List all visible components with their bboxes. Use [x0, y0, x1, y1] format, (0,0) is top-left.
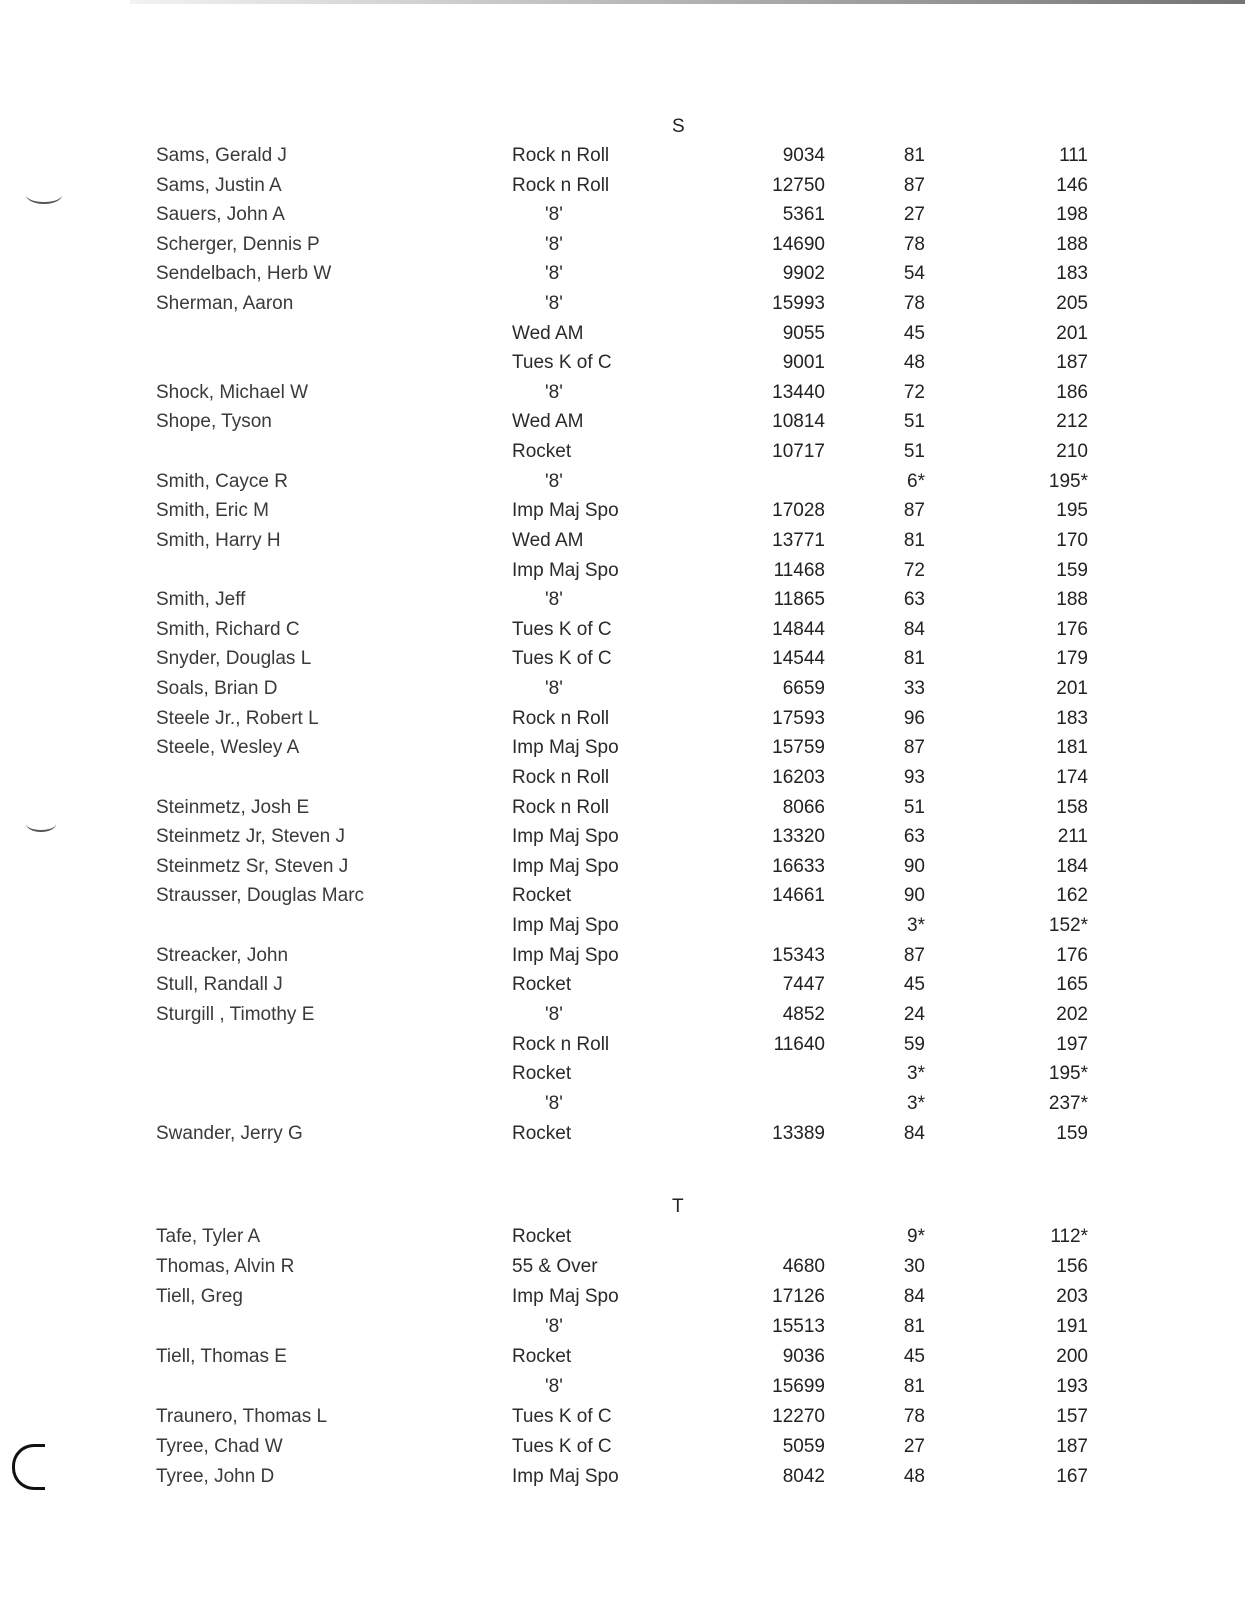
list-item: [0, 674, 1245, 704]
league-name: '8': [545, 1004, 563, 1025]
list-item: [0, 1372, 1245, 1402]
average: 191: [1056, 1316, 1088, 1337]
average: 187: [1056, 1436, 1088, 1457]
total-pins: 14690: [772, 234, 825, 255]
average: 200: [1056, 1346, 1088, 1367]
games-count: 51: [903, 441, 925, 462]
total-pins: 15993: [772, 293, 825, 314]
total-pins: 15513: [772, 1316, 825, 1337]
league-name: Rock n Roll: [512, 708, 610, 729]
average: 156: [1056, 1256, 1088, 1277]
average: 195*: [1048, 1063, 1088, 1084]
games-count: 90: [903, 885, 925, 906]
total-pins: 9001: [782, 352, 825, 373]
games-count: 78: [903, 234, 925, 255]
bowler-name: Steinmetz Jr, Steven J: [156, 826, 346, 847]
bowler-name: Sherman, Aaron: [156, 293, 294, 314]
bowler-name: Thomas, Alvin R: [156, 1256, 295, 1277]
average: 198: [1056, 204, 1088, 225]
league-name: '8': [545, 1093, 563, 1114]
league-name: Imp Maj Spo: [512, 945, 619, 966]
games-count: 81: [903, 1376, 925, 1397]
league-name: '8': [545, 382, 563, 403]
average: 188: [1056, 589, 1088, 610]
bowler-name: Steinmetz Sr, Steven J: [156, 856, 349, 877]
bowler-name: Smith, Jeff: [156, 589, 246, 610]
games-count: 93: [903, 767, 925, 788]
league-name: Wed AM: [512, 323, 584, 344]
list-item: [0, 467, 1245, 497]
total-pins: 8066: [782, 797, 825, 818]
list-item: [0, 1089, 1245, 1119]
average: 201: [1056, 323, 1088, 344]
total-pins: 17126: [772, 1286, 825, 1307]
list-item: [0, 1252, 1245, 1282]
bowler-name: Stull, Randall J: [156, 974, 283, 995]
list-item: [0, 1342, 1245, 1372]
average: 186: [1056, 382, 1088, 403]
games-count: 96: [903, 708, 925, 729]
games-count: 45: [903, 323, 925, 344]
average: 203: [1056, 1286, 1088, 1307]
total-pins: 11468: [773, 560, 825, 581]
league-name: Imp Maj Spo: [512, 560, 619, 581]
list-item: [0, 644, 1245, 674]
total-pins: 8042: [782, 1466, 825, 1487]
games-count: 30: [903, 1256, 925, 1277]
league-name: Tues K of C: [512, 648, 612, 669]
total-pins: 16633: [772, 856, 825, 877]
average: 112*: [1050, 1226, 1088, 1247]
total-pins: 14661: [772, 885, 825, 906]
average: 183: [1056, 708, 1088, 729]
games-count: 81: [903, 1316, 925, 1337]
bowler-name: Sendelbach, Herb W: [156, 263, 332, 284]
league-name: Rocket: [512, 1226, 572, 1247]
average: 237*: [1048, 1093, 1088, 1114]
total-pins: 4852: [782, 1004, 825, 1025]
bowler-name: Tyree, John D: [156, 1466, 275, 1487]
total-pins: 6659: [782, 678, 825, 699]
games-count: 6*: [907, 471, 925, 492]
total-pins: 16203: [772, 767, 825, 788]
bowler-name: Shope, Tyson: [156, 411, 272, 432]
league-name: Rocket: [512, 1346, 572, 1367]
list-item: [0, 1222, 1245, 1252]
league-name: Tues K of C: [512, 352, 612, 373]
league-name: Rock n Roll: [512, 175, 610, 196]
list-item: [0, 230, 1245, 260]
bowler-name: Smith, Harry H: [156, 530, 281, 551]
average: 197: [1056, 1034, 1088, 1055]
games-count: 48: [903, 352, 925, 373]
average: 184: [1056, 856, 1088, 877]
league-name: Imp Maj Spo: [512, 1466, 619, 1487]
games-count: 59: [903, 1034, 925, 1055]
average: 195: [1056, 500, 1088, 521]
games-count: 84: [903, 1123, 925, 1144]
games-count: 45: [903, 974, 925, 995]
total-pins: 12750: [772, 175, 825, 196]
average: 157: [1056, 1406, 1088, 1427]
league-name: '8': [545, 293, 563, 314]
bowler-name: Steele Jr., Robert L: [156, 708, 319, 729]
list-item: [0, 171, 1245, 201]
games-count: 72: [903, 560, 925, 581]
total-pins: 11640: [773, 1034, 825, 1055]
average: 159: [1056, 560, 1088, 581]
games-count: 3*: [907, 1093, 925, 1114]
league-name: Rock n Roll: [512, 767, 610, 788]
average: 193: [1056, 1376, 1088, 1397]
bowler-name: Smith, Richard C: [156, 619, 300, 640]
games-count: 90: [903, 856, 925, 877]
games-count: 3*: [907, 915, 925, 936]
list-item: [0, 1119, 1245, 1149]
total-pins: 13320: [772, 826, 825, 847]
average: 183: [1056, 263, 1088, 284]
games-count: 63: [903, 589, 925, 610]
games-count: 81: [903, 530, 925, 551]
list-item: [0, 141, 1245, 171]
league-name: Rocket: [512, 974, 572, 995]
bowler-name: Swander, Jerry G: [156, 1123, 303, 1144]
games-count: 3*: [907, 1063, 925, 1084]
average: 211: [1057, 826, 1088, 847]
league-name: Rocket: [512, 1123, 572, 1144]
average: 210: [1056, 441, 1088, 462]
games-count: 51: [903, 797, 925, 818]
list-item: [0, 585, 1245, 615]
league-name: Imp Maj Spo: [512, 737, 619, 758]
league-name: Imp Maj Spo: [512, 856, 619, 877]
league-name: Rocket: [512, 441, 572, 462]
list-item: [0, 1282, 1245, 1312]
bowler-name: Snyder, Douglas L: [156, 648, 312, 669]
total-pins: 14844: [772, 619, 825, 640]
list-item: [0, 1059, 1245, 1089]
average: 165: [1056, 974, 1088, 995]
average: 187: [1056, 352, 1088, 373]
bowler-name: Sauers, John A: [156, 204, 285, 225]
list-item: [0, 407, 1245, 437]
average: 188: [1056, 234, 1088, 255]
total-pins: 9902: [782, 263, 825, 284]
bowler-name: Smith, Eric M: [156, 500, 269, 521]
total-pins: 17593: [772, 708, 825, 729]
section-letter-t: T: [672, 1196, 684, 1217]
total-pins: 11865: [773, 589, 825, 610]
total-pins: 17028: [772, 500, 825, 521]
total-pins: 10717: [772, 441, 825, 462]
list-item: [0, 496, 1245, 526]
games-count: 78: [903, 293, 925, 314]
league-name: Rock n Roll: [512, 1034, 610, 1055]
bowler-name: Soals, Brian D: [156, 678, 278, 699]
games-count: 33: [903, 678, 925, 699]
league-name: '8': [545, 589, 563, 610]
list-item: [0, 319, 1245, 349]
average: 212: [1056, 411, 1088, 432]
games-count: 87: [903, 175, 925, 196]
league-name: '8': [545, 1316, 563, 1337]
games-count: 54: [903, 263, 925, 284]
average: 146: [1056, 175, 1088, 196]
list-item: [0, 378, 1245, 408]
league-name: Rocket: [512, 885, 572, 906]
list-item: [0, 289, 1245, 319]
list-item: [0, 437, 1245, 467]
league-name: '8': [545, 234, 563, 255]
total-pins: 9034: [782, 145, 825, 166]
league-name: Rocket: [512, 1063, 572, 1084]
games-count: 84: [903, 1286, 925, 1307]
bowler-name: Steinmetz, Josh E: [156, 797, 310, 818]
league-name: '8': [545, 471, 563, 492]
total-pins: 15343: [772, 945, 825, 966]
games-count: 81: [903, 648, 925, 669]
list-item: [0, 793, 1245, 823]
list-item: [0, 704, 1245, 734]
list-item: [0, 1030, 1245, 1060]
league-name: Imp Maj Spo: [512, 915, 619, 936]
total-pins: 15759: [772, 737, 825, 758]
bowler-name: Steele, Wesley A: [156, 737, 300, 758]
list-item: [0, 1402, 1245, 1432]
list-item: [0, 733, 1245, 763]
games-count: 87: [903, 500, 925, 521]
league-name: Rock n Roll: [512, 145, 610, 166]
league-name: Tues K of C: [512, 619, 612, 640]
games-count: 72: [903, 382, 925, 403]
games-count: 78: [903, 1406, 925, 1427]
list-item: [0, 526, 1245, 556]
list-item: [0, 556, 1245, 586]
list-item: [0, 941, 1245, 971]
total-pins: 15699: [772, 1376, 825, 1397]
scan-edge: [130, 0, 1245, 4]
games-count: 51: [903, 411, 925, 432]
total-pins: 7447: [782, 974, 825, 995]
average: 205: [1056, 293, 1088, 314]
games-count: 87: [903, 737, 925, 758]
total-pins: 13389: [772, 1123, 825, 1144]
average: 179: [1056, 648, 1088, 669]
average: 174: [1056, 767, 1088, 788]
games-count: 63: [903, 826, 925, 847]
games-count: 9*: [907, 1226, 925, 1247]
list-item: [0, 852, 1245, 882]
bowler-name: Scherger, Dennis P: [156, 234, 320, 255]
bowler-name: Sams, Gerald J: [156, 145, 287, 166]
bowler-name: Tiell, Thomas E: [156, 1346, 287, 1367]
league-name: Tues K of C: [512, 1406, 612, 1427]
bowler-name: Shock, Michael W: [156, 382, 309, 403]
average: 167: [1056, 1466, 1088, 1487]
total-pins: 4680: [782, 1256, 825, 1277]
bowler-name: Sturgill , Timothy E: [156, 1004, 315, 1025]
average: 176: [1056, 945, 1088, 966]
average: 162: [1056, 885, 1088, 906]
total-pins: 13440: [772, 382, 825, 403]
list-item: [0, 1462, 1245, 1492]
games-count: 45: [903, 1346, 925, 1367]
list-item: [0, 970, 1245, 1000]
bowler-name: Tyree, Chad W: [156, 1436, 283, 1457]
average: 111: [1059, 145, 1088, 166]
league-name: 55 & Over: [512, 1256, 598, 1277]
league-name: Tues K of C: [512, 1436, 612, 1457]
bowler-name: Sams, Justin A: [156, 175, 282, 196]
league-name: '8': [545, 678, 563, 699]
average: 181: [1056, 737, 1088, 758]
bowler-name: Tiell, Greg: [156, 1286, 243, 1307]
list-item: [0, 822, 1245, 852]
games-count: 48: [903, 1466, 925, 1487]
list-item: [0, 1000, 1245, 1030]
league-name: Rock n Roll: [512, 797, 610, 818]
league-name: Imp Maj Spo: [512, 826, 619, 847]
total-pins: 10814: [772, 411, 825, 432]
average: 152*: [1048, 915, 1088, 936]
average: 158: [1056, 797, 1088, 818]
league-name: Wed AM: [512, 530, 584, 551]
games-count: 24: [903, 1004, 925, 1025]
average: 159: [1056, 1123, 1088, 1144]
average: 176: [1056, 619, 1088, 640]
average: 170: [1056, 530, 1088, 551]
average: 201: [1056, 678, 1088, 699]
bowler-name: Streacker, John: [156, 945, 289, 966]
league-name: '8': [545, 204, 563, 225]
league-name: Imp Maj Spo: [512, 500, 619, 521]
list-item: [0, 763, 1245, 793]
bowler-name: Smith, Cayce R: [156, 471, 288, 492]
total-pins: 13771: [772, 530, 825, 551]
games-count: 87: [903, 945, 925, 966]
league-name: '8': [545, 263, 563, 284]
games-count: 27: [903, 1436, 925, 1457]
total-pins: 5059: [782, 1436, 825, 1457]
league-name: Imp Maj Spo: [512, 1286, 619, 1307]
list-item: [0, 911, 1245, 941]
total-pins: 9055: [782, 323, 825, 344]
games-count: 81: [903, 145, 925, 166]
games-count: 84: [903, 619, 925, 640]
list-item: [0, 348, 1245, 378]
total-pins: 9036: [782, 1346, 825, 1367]
list-item: [0, 259, 1245, 289]
list-item: [0, 200, 1245, 230]
total-pins: 12270: [772, 1406, 825, 1427]
list-item: [0, 615, 1245, 645]
bowler-name: Tafe, Tyler A: [156, 1226, 261, 1247]
list-item: [0, 1312, 1245, 1342]
section-letter-s: S: [672, 116, 685, 137]
list-item: [0, 1432, 1245, 1462]
games-count: 27: [903, 204, 925, 225]
total-pins: 5361: [782, 204, 825, 225]
league-name: Wed AM: [512, 411, 584, 432]
list-item: [0, 881, 1245, 911]
league-name: '8': [545, 1376, 563, 1397]
bowler-name: Traunero, Thomas L: [156, 1406, 328, 1427]
average: 195*: [1048, 471, 1088, 492]
bowler-name: Strausser, Douglas Marc: [156, 885, 365, 906]
total-pins: 14544: [772, 648, 825, 669]
average: 202: [1056, 1004, 1088, 1025]
